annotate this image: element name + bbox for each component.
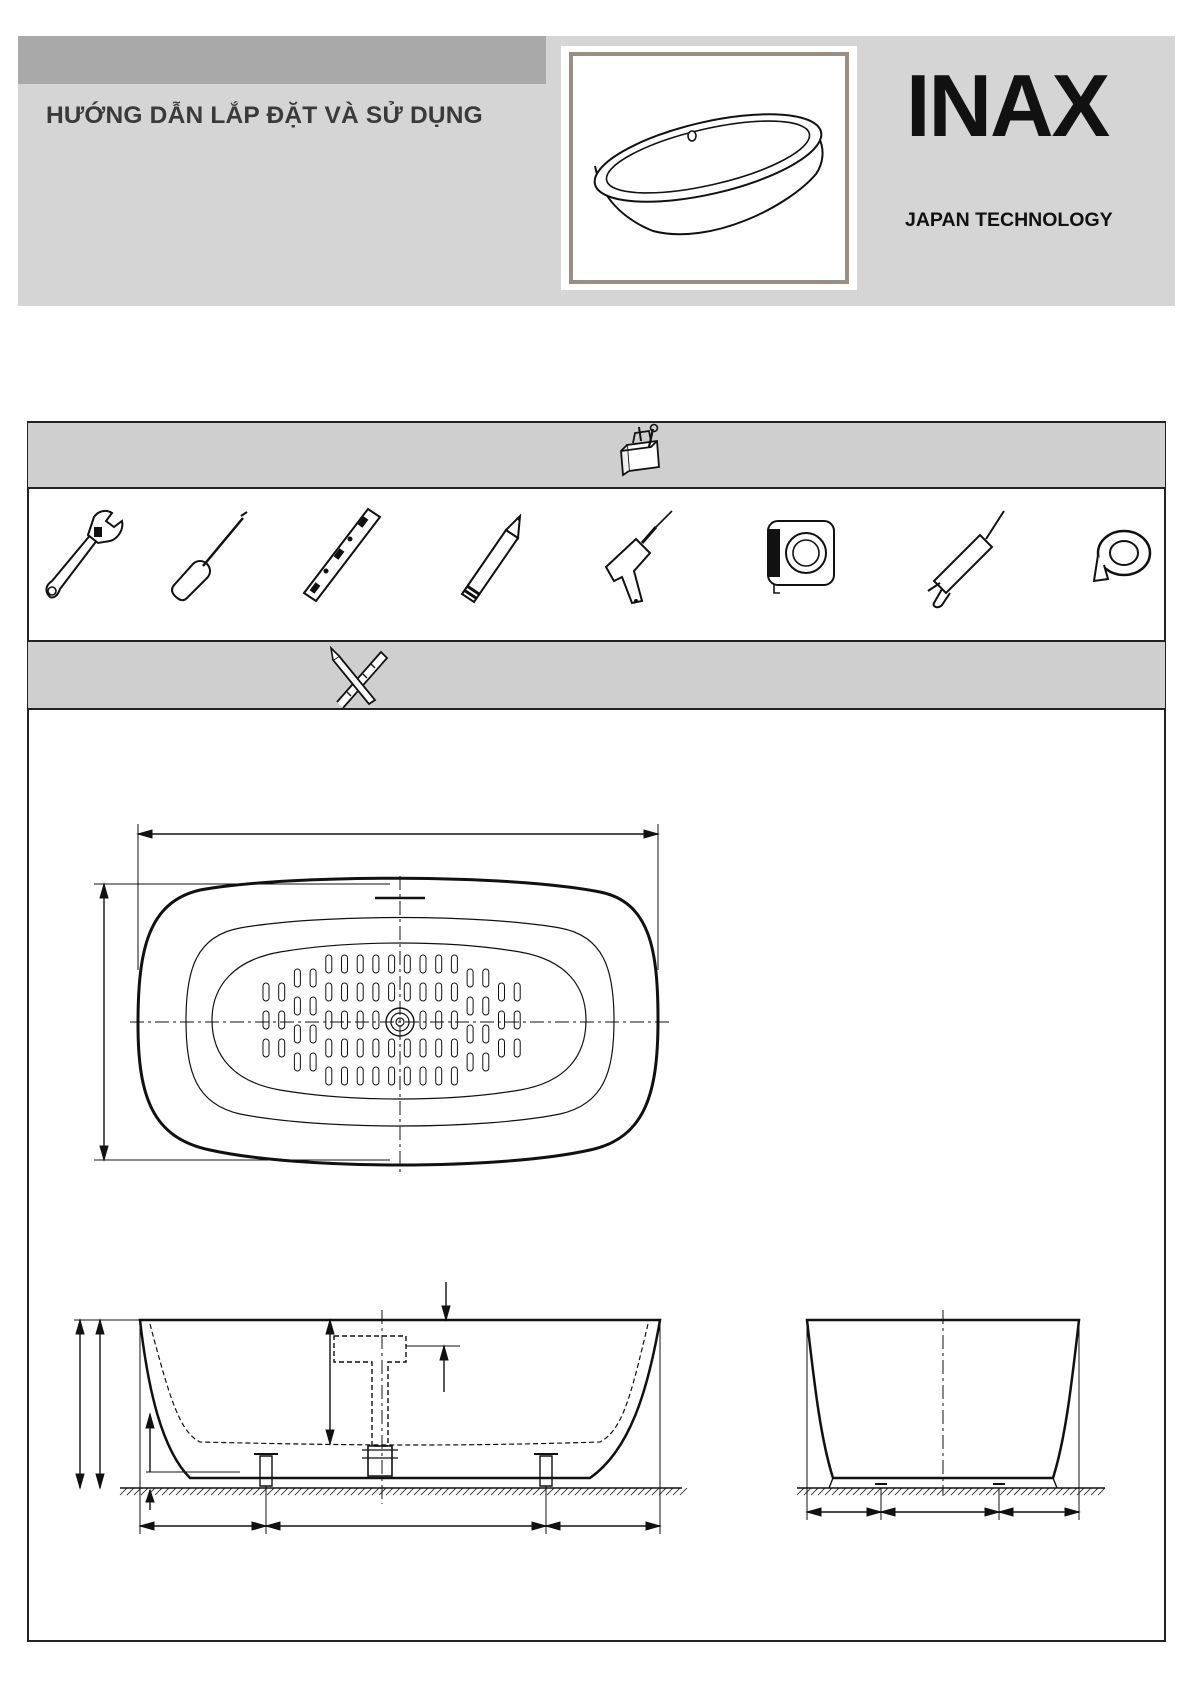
bathtub-side-view-drawing [795,1300,1115,1530]
brand-logo: INAX [906,56,1109,155]
document-title: HƯỚNG DẪN LẮP ĐẶT VÀ SỬ DỤNG [46,102,483,129]
spirit-level-icon [298,505,388,605]
toolbox-icon [591,423,691,489]
caulking-gun-icon [920,505,1010,615]
tape-measure-icon [762,515,842,595]
adjustable-wrench-icon [40,505,130,605]
screwdriver-icon [165,508,255,608]
bathtub-front-section-drawing [70,1280,690,1550]
sealing-tape-icon [1088,525,1158,585]
product-image [561,46,857,290]
freestanding-bathtub-illustration [561,46,857,290]
header-accent-bar [18,36,546,84]
brand-tagline: JAPAN TECHNOLOGY [905,209,1113,231]
pencil-icon [450,510,540,610]
drill-icon [598,505,688,615]
dimensions-section-band [28,640,1165,710]
tools-section-band [28,421,1165,489]
bathtub-top-view-drawing [90,820,690,1190]
ruler-pencil-icon [311,642,391,708]
